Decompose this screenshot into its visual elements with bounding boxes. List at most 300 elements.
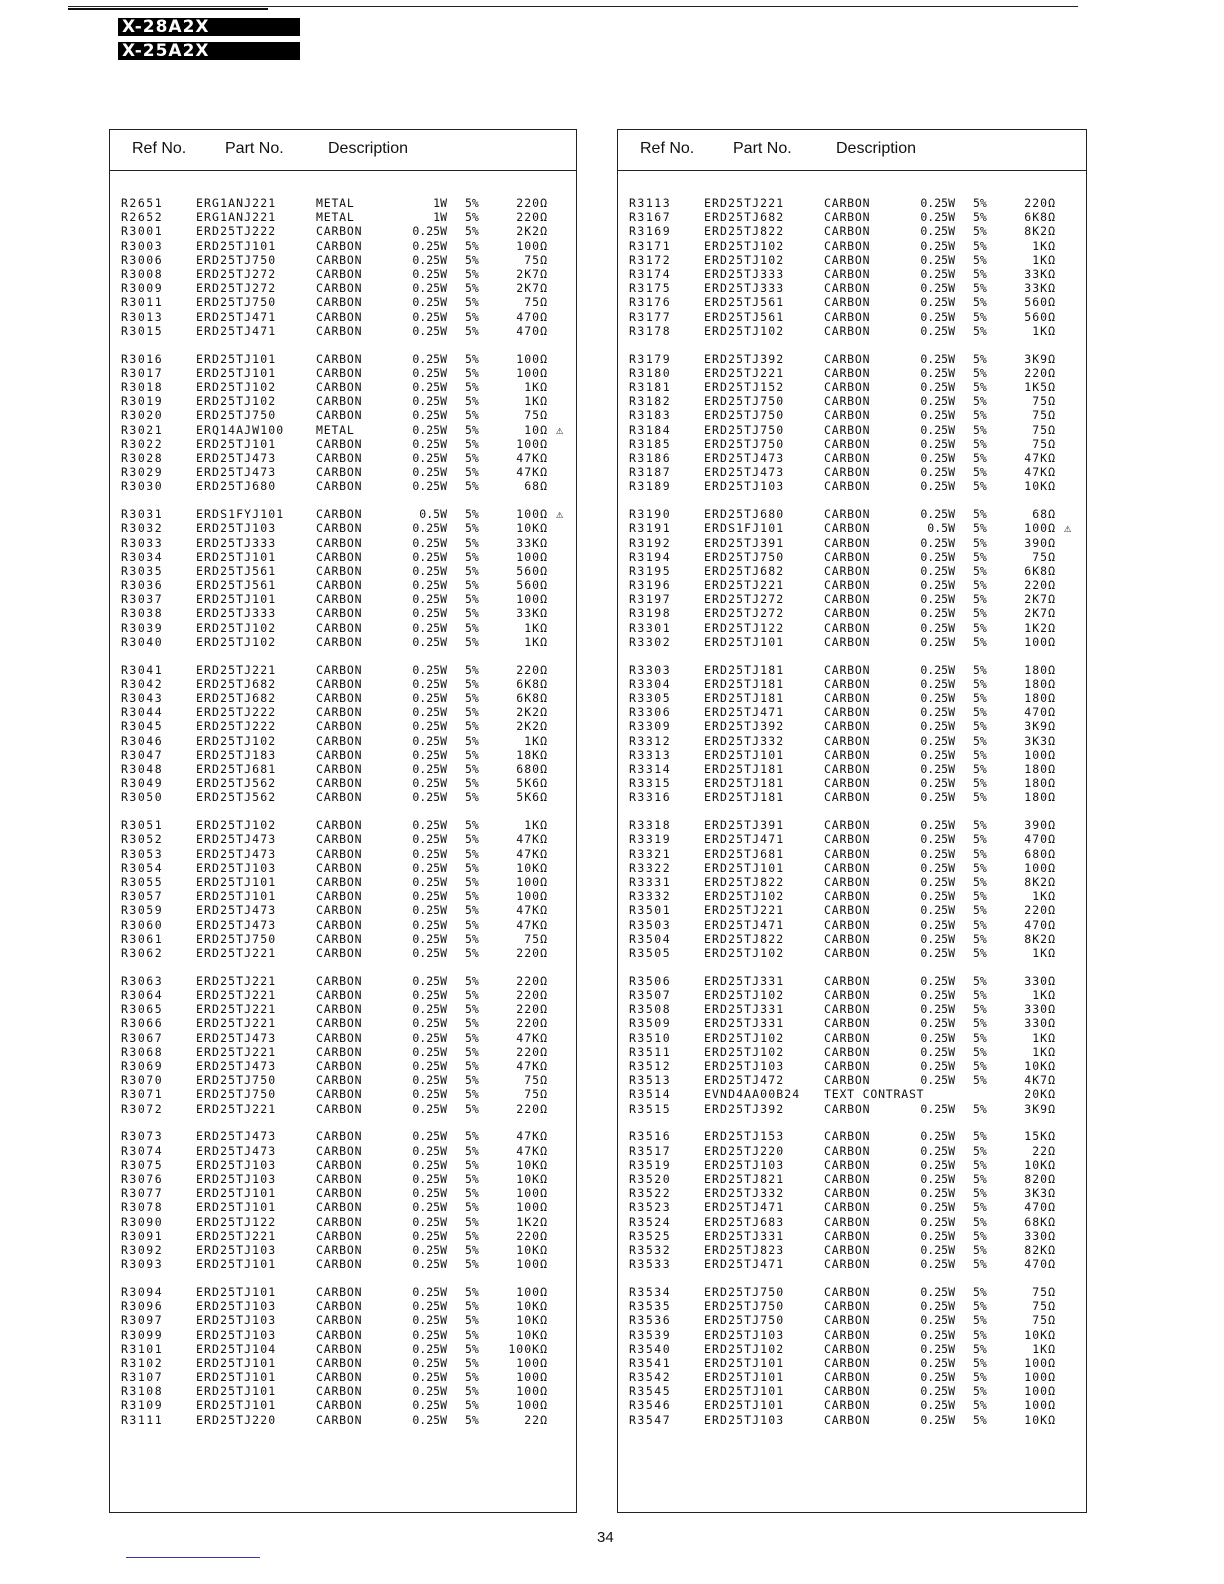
table-row [618, 606, 1086, 620]
part-no: ERD25TJ103 [196, 1171, 277, 1186]
part-no: ERD25TJ272 [196, 281, 277, 296]
tolerance: 5% [465, 1355, 479, 1370]
ref-no: R3198 [629, 606, 672, 621]
tolerance: 5% [973, 252, 987, 267]
part-no: ERD25TJ823 [704, 1242, 785, 1257]
ref-no: R3031 [121, 507, 164, 522]
tolerance: 5% [465, 606, 479, 621]
table-row [110, 1031, 576, 1045]
tolerance: 5% [973, 1412, 987, 1427]
tolerance: 5% [973, 465, 987, 480]
ref-no: R3169 [629, 224, 672, 239]
table-row [618, 437, 1086, 451]
resistance-value: 33KΩ [1024, 281, 1056, 296]
description-type: CARBON [824, 1257, 871, 1272]
table-row [618, 550, 1086, 564]
part-no: ERD25TJ101 [196, 889, 277, 904]
table-row [618, 1045, 1086, 1059]
tolerance: 5% [973, 394, 987, 409]
wattage: 0.25W [412, 535, 447, 550]
resistance-value: 10KΩ [1024, 1157, 1056, 1172]
wattage: 0.25W [412, 973, 447, 988]
row-group [110, 1129, 576, 1271]
resistance-value: 1KΩ [1032, 889, 1056, 904]
description-type: CARBON [824, 210, 871, 225]
table-header [618, 130, 1086, 171]
tolerance: 5% [973, 1327, 987, 1342]
part-no: ERD25TJ333 [196, 606, 277, 621]
part-no: ERD25TJ101 [704, 1355, 785, 1370]
ref-no: R3054 [121, 860, 164, 875]
part-no: ERD25TJ101 [196, 436, 277, 451]
resistance-value: 1K2Ω [1024, 620, 1056, 635]
tolerance: 5% [973, 1073, 987, 1088]
tolerance: 5% [973, 1129, 987, 1144]
tolerance: 5% [465, 860, 479, 875]
resistance-value: 100Ω [516, 351, 548, 366]
wattage: 0.25W [920, 1002, 955, 1017]
wattage: 0.25W [920, 988, 955, 1002]
wattage: 0.5W [419, 507, 447, 522]
table-row [110, 776, 576, 790]
ref-no: R3508 [629, 1002, 672, 1017]
tolerance: 5% [973, 266, 987, 281]
wattage: 0.25W [412, 578, 447, 593]
description-type: CARBON [824, 408, 871, 423]
table-row [110, 606, 576, 620]
ref-no: R3322 [629, 860, 672, 875]
tolerance: 5% [465, 507, 479, 522]
ref-no: R3517 [629, 1143, 672, 1158]
wattage: 0.25W [412, 408, 447, 423]
description-type: METAL [316, 210, 355, 225]
table-row [110, 437, 576, 451]
tolerance: 5% [973, 1313, 987, 1328]
ref-no: R3111 [121, 1412, 164, 1427]
resistance-value: 100Ω [516, 889, 548, 904]
ref-no: R3539 [629, 1327, 672, 1342]
ref-no: R3013 [121, 309, 164, 324]
resistance-value: 1KΩ [524, 634, 548, 649]
tolerance: 5% [465, 1228, 479, 1243]
tolerance: 5% [465, 1284, 479, 1299]
part-no: ERD25TJ750 [196, 1073, 277, 1088]
table-row [618, 734, 1086, 748]
wattage: 0.25W [412, 309, 447, 324]
description-type: CARBON [316, 1087, 363, 1102]
tolerance: 5% [973, 705, 987, 720]
table-row [110, 1200, 576, 1214]
description-type: CARBON [316, 238, 363, 253]
wattage: 0.25W [920, 1242, 955, 1257]
resistance-value: 3K9Ω [1024, 351, 1056, 366]
row-group [618, 663, 1086, 805]
description-type: CARBON [316, 323, 363, 338]
tolerance: 5% [973, 733, 987, 748]
wattage: 0.25W [920, 351, 955, 366]
table-row [110, 691, 576, 705]
wattage: 0.25W [412, 323, 447, 338]
table-row [110, 521, 576, 535]
wattage: 0.5W [927, 521, 955, 536]
table-row [110, 366, 576, 380]
ref-no: R3509 [629, 1016, 672, 1031]
wattage: 0.25W [920, 606, 955, 621]
ref-no: R3034 [121, 549, 164, 564]
wattage: 0.25W [412, 634, 447, 649]
part-no: ERD25TJ331 [704, 1002, 785, 1017]
ref-no: R3174 [629, 266, 672, 281]
table-row [618, 507, 1086, 521]
part-no: ERD25TJ101 [196, 1370, 277, 1385]
tolerance: 5% [465, 266, 479, 281]
resistance-value: 10Ω [524, 422, 548, 437]
table-row [618, 1370, 1086, 1384]
description-type: CARBON [824, 818, 871, 833]
table-row [110, 550, 576, 564]
part-no: ERD25TJ181 [704, 790, 785, 805]
wattage: 0.25W [412, 676, 447, 691]
resistance-value: 330Ω [1024, 1016, 1056, 1031]
description-type: TEXT CONTRAST [824, 1087, 925, 1102]
part-no: ERD25TJ104 [196, 1341, 277, 1356]
part-no-header: Part No. [733, 140, 792, 157]
tolerance: 5% [973, 1157, 987, 1172]
resistance-value: 47KΩ [516, 846, 548, 861]
description-type: CARBON [824, 620, 871, 635]
resistance-value: 680Ω [516, 762, 548, 776]
wattage: 0.25W [412, 1384, 447, 1399]
description-type: CARBON [824, 691, 871, 706]
table-row [110, 1243, 576, 1257]
ref-no: R3009 [121, 281, 164, 296]
description-type: CARBON [824, 1002, 871, 1017]
ref-no: R3516 [629, 1129, 672, 1144]
tolerance: 5% [465, 719, 479, 734]
wattage: 0.25W [920, 592, 955, 607]
table-row [110, 1384, 576, 1398]
wattage: 0.25W [920, 507, 955, 522]
wattage: 0.25W [920, 1200, 955, 1215]
tolerance: 5% [973, 1214, 987, 1229]
description-type: CARBON [316, 676, 363, 691]
wattage: 0.25W [920, 563, 955, 578]
ref-no: R3542 [629, 1370, 672, 1385]
tolerance: 5% [465, 365, 479, 380]
table-row [110, 918, 576, 932]
description-type: CARBON [316, 1030, 363, 1045]
table-row [110, 1045, 576, 1059]
ref-no: R3021 [121, 422, 164, 437]
resistance-value: 470Ω [1024, 705, 1056, 720]
part-no: ERD25TJ392 [704, 1101, 785, 1116]
table-row [618, 748, 1086, 762]
table-row [618, 253, 1086, 267]
part-no: ERD25TJ103 [196, 1313, 277, 1328]
ref-no: R3064 [121, 988, 164, 1002]
wattage: 0.25W [920, 238, 955, 253]
tolerance: 5% [973, 988, 987, 1002]
table-row [618, 818, 1086, 832]
description-type: CARBON [316, 846, 363, 861]
tolerance: 5% [465, 1157, 479, 1172]
description-type: CARBON [316, 634, 363, 649]
wattage: 0.25W [412, 846, 447, 861]
tolerance: 5% [973, 676, 987, 691]
part-no: ERD25TJ102 [704, 1341, 785, 1356]
resistance-value: 470Ω [1024, 1257, 1056, 1272]
tolerance: 5% [973, 1242, 987, 1257]
resistance-value: 75Ω [1032, 394, 1056, 409]
table-row [110, 1356, 576, 1370]
row-group [110, 663, 576, 805]
description-type: CARBON [316, 535, 363, 550]
part-no: ERD25TJ332 [704, 1186, 785, 1201]
wattage: 0.25W [412, 1284, 447, 1299]
part-no: ERD25TJ221 [196, 662, 277, 677]
wattage: 0.25W [920, 1143, 955, 1158]
wattage: 0.25W [412, 281, 447, 296]
table-row [110, 889, 576, 903]
wattage: 0.25W [920, 705, 955, 720]
part-no: ERD25TJ103 [704, 1157, 785, 1172]
part-no: ERD25TJ473 [704, 450, 785, 465]
tolerance: 5% [973, 238, 987, 253]
resistance-value: 100Ω [516, 1257, 548, 1272]
tolerance: 5% [973, 592, 987, 607]
table-row [618, 1328, 1086, 1342]
part-no: ERD25TJ102 [196, 620, 277, 635]
tolerance: 5% [973, 917, 987, 932]
wattage: 0.25W [920, 535, 955, 550]
part-no: ERD25TJ750 [196, 1087, 277, 1102]
description-type: CARBON [316, 1157, 363, 1172]
ref-no: R3096 [121, 1299, 164, 1314]
part-no: ERD25TJ181 [704, 662, 785, 677]
table-row [110, 677, 576, 691]
part-no: ERD25TJ181 [704, 676, 785, 691]
tolerance: 5% [973, 818, 987, 833]
description-type: CARBON [824, 521, 871, 536]
description-type: CARBON [824, 1341, 871, 1356]
description-type: CARBON [316, 1228, 363, 1243]
description-type: CARBON [316, 818, 363, 833]
description-header: Description [836, 140, 917, 157]
ref-no: R3524 [629, 1214, 672, 1229]
ref-no: R3546 [629, 1398, 672, 1413]
tolerance: 5% [465, 1058, 479, 1073]
resistance-value: 68KΩ [1024, 1214, 1056, 1229]
wattage: 0.25W [412, 592, 447, 607]
resistance-value: 75Ω [1032, 436, 1056, 451]
resistance-value: 18KΩ [516, 747, 548, 762]
resistance-value: 1KΩ [1032, 252, 1056, 267]
part-no: ERD25TJ473 [196, 450, 277, 465]
ref-no: R3053 [121, 846, 164, 861]
table-row [110, 790, 576, 804]
row-group [618, 1285, 1086, 1427]
description-type: CARBON [824, 903, 871, 918]
tolerance: 5% [465, 1214, 479, 1229]
wattage: 0.25W [920, 266, 955, 281]
tolerance: 5% [465, 309, 479, 324]
wattage: 0.25W [920, 790, 955, 805]
resistance-value: 100Ω [516, 365, 548, 380]
tolerance: 5% [465, 903, 479, 918]
ref-no: R3505 [629, 945, 672, 960]
resistance-value: 100Ω [516, 507, 548, 522]
ref-no: R3032 [121, 521, 164, 536]
resistance-value: 33KΩ [516, 535, 548, 550]
tolerance: 5% [973, 1186, 987, 1201]
part-no: ERD25TJ101 [196, 1284, 277, 1299]
resistance-value: 100Ω [1024, 860, 1056, 875]
resistance-value: 1KΩ [524, 818, 548, 833]
resistance-value: 100Ω [1024, 1370, 1056, 1385]
resistance-value: 10KΩ [516, 860, 548, 875]
part-no: ERD25TJ471 [704, 917, 785, 932]
table-row [618, 847, 1086, 861]
tolerance: 5% [973, 1200, 987, 1215]
part-no: ERD25TJ221 [704, 903, 785, 918]
description-type: CARBON [316, 860, 363, 875]
tolerance: 5% [465, 323, 479, 338]
resistance-value: 100Ω [516, 875, 548, 889]
table-row [618, 677, 1086, 691]
part-no: ERD25TJ103 [196, 521, 277, 536]
part-no: ERD25TJ473 [196, 1058, 277, 1073]
table-row [618, 705, 1086, 719]
part-no: ERD25TJ473 [196, 832, 277, 847]
description-type: CARBON [824, 1370, 871, 1385]
ref-no: R3510 [629, 1030, 672, 1045]
ref-no: R3303 [629, 662, 672, 677]
table-row [110, 281, 576, 295]
wattage: 0.25W [412, 691, 447, 706]
description-type: CARBON [316, 1101, 363, 1116]
part-no: ERD25TJ681 [196, 762, 277, 776]
ref-no: R3015 [121, 323, 164, 338]
wattage: 0.25W [412, 662, 447, 677]
wattage: 0.25W [412, 776, 447, 791]
table-row [110, 818, 576, 832]
ref-no: R3319 [629, 832, 672, 847]
ref-no: R3062 [121, 945, 164, 960]
part-no: ERD25TJ101 [196, 875, 277, 889]
part-no: ERD25TJ102 [704, 1044, 785, 1059]
table-row [618, 974, 1086, 988]
table-row [618, 310, 1086, 324]
ref-no: R3178 [629, 323, 672, 338]
description-type: CARBON [316, 450, 363, 465]
ref-no: R3055 [121, 875, 164, 889]
part-no: ERD25TJ102 [704, 1030, 785, 1045]
tolerance: 5% [465, 521, 479, 536]
part-no: ERD25TJ183 [196, 747, 277, 762]
description-type: CARBON [824, 323, 871, 338]
description-type: CARBON [824, 295, 871, 310]
tolerance: 5% [973, 422, 987, 437]
ref-no: R3102 [121, 1355, 164, 1370]
description-type: CARBON [824, 1299, 871, 1314]
table-row [618, 1102, 1086, 1116]
table-row [110, 507, 576, 521]
ref-no: R3184 [629, 422, 672, 437]
ref-no: R3039 [121, 620, 164, 635]
wattage: 0.25W [920, 945, 955, 960]
table-row [618, 239, 1086, 253]
table-row [618, 394, 1086, 408]
tolerance: 5% [465, 1370, 479, 1385]
part-no: ERQ14AJW100 [196, 422, 285, 437]
tolerance: 5% [465, 1313, 479, 1328]
resistance-value: 220Ω [1024, 903, 1056, 918]
resistance-value: 220Ω [516, 1016, 548, 1031]
part-no: ERD25TJ101 [196, 365, 277, 380]
wattage: 0.25W [412, 1186, 447, 1201]
ref-no: R3057 [121, 889, 164, 904]
ref-no: R3018 [121, 379, 164, 394]
part-no: ERD25TJ101 [196, 238, 277, 253]
description-type: CARBON [316, 1313, 363, 1328]
table-header [110, 130, 576, 171]
wattage: 0.25W [920, 1257, 955, 1272]
resistance-value: 1KΩ [1032, 1341, 1056, 1356]
part-no: ERD25TJ471 [196, 309, 277, 324]
part-no: ERDS1FYJ101 [196, 507, 285, 522]
resistance-value: 180Ω [1024, 790, 1056, 805]
ref-no: R3028 [121, 450, 164, 465]
table-row [618, 1186, 1086, 1200]
tolerance: 5% [973, 931, 987, 946]
wattage: 0.25W [920, 295, 955, 310]
description-type: CARBON [316, 224, 363, 239]
table-row [618, 210, 1086, 224]
part-no: ERD25TJ153 [704, 1129, 785, 1144]
wattage: 0.25W [412, 252, 447, 267]
wattage: 0.25W [920, 1214, 955, 1229]
table-row [618, 719, 1086, 733]
part-no: ERD25TJ102 [704, 252, 785, 267]
description-type: CARBON [824, 196, 871, 210]
ref-no: R3065 [121, 1002, 164, 1017]
wattage: 0.25W [920, 196, 955, 210]
tolerance: 5% [973, 365, 987, 380]
resistance-value: 220Ω [516, 973, 548, 988]
resistance-value: 3K9Ω [1024, 719, 1056, 734]
ref-no: R3048 [121, 762, 164, 776]
resistance-value: 75Ω [1032, 408, 1056, 423]
row-group [110, 352, 576, 494]
description-type: CARBON [824, 917, 871, 932]
ref-no: R3321 [629, 846, 672, 861]
table-body [110, 196, 576, 1441]
wattage: 0.25W [920, 224, 955, 239]
wattage: 0.25W [920, 1101, 955, 1116]
wattage: 0.25W [412, 875, 447, 889]
description-type: CARBON [824, 1355, 871, 1370]
part-no: ERG1ANJ221 [196, 196, 277, 210]
resistance-value: 220Ω [516, 1101, 548, 1116]
table-row [110, 408, 576, 422]
ref-no: R3036 [121, 578, 164, 593]
ref-no: R3035 [121, 563, 164, 578]
table-row [110, 564, 576, 578]
description-type: CARBON [316, 1284, 363, 1299]
resistance-value: 1KΩ [1032, 945, 1056, 960]
tolerance: 5% [973, 1355, 987, 1370]
ref-no-header: Ref No. [132, 140, 187, 157]
